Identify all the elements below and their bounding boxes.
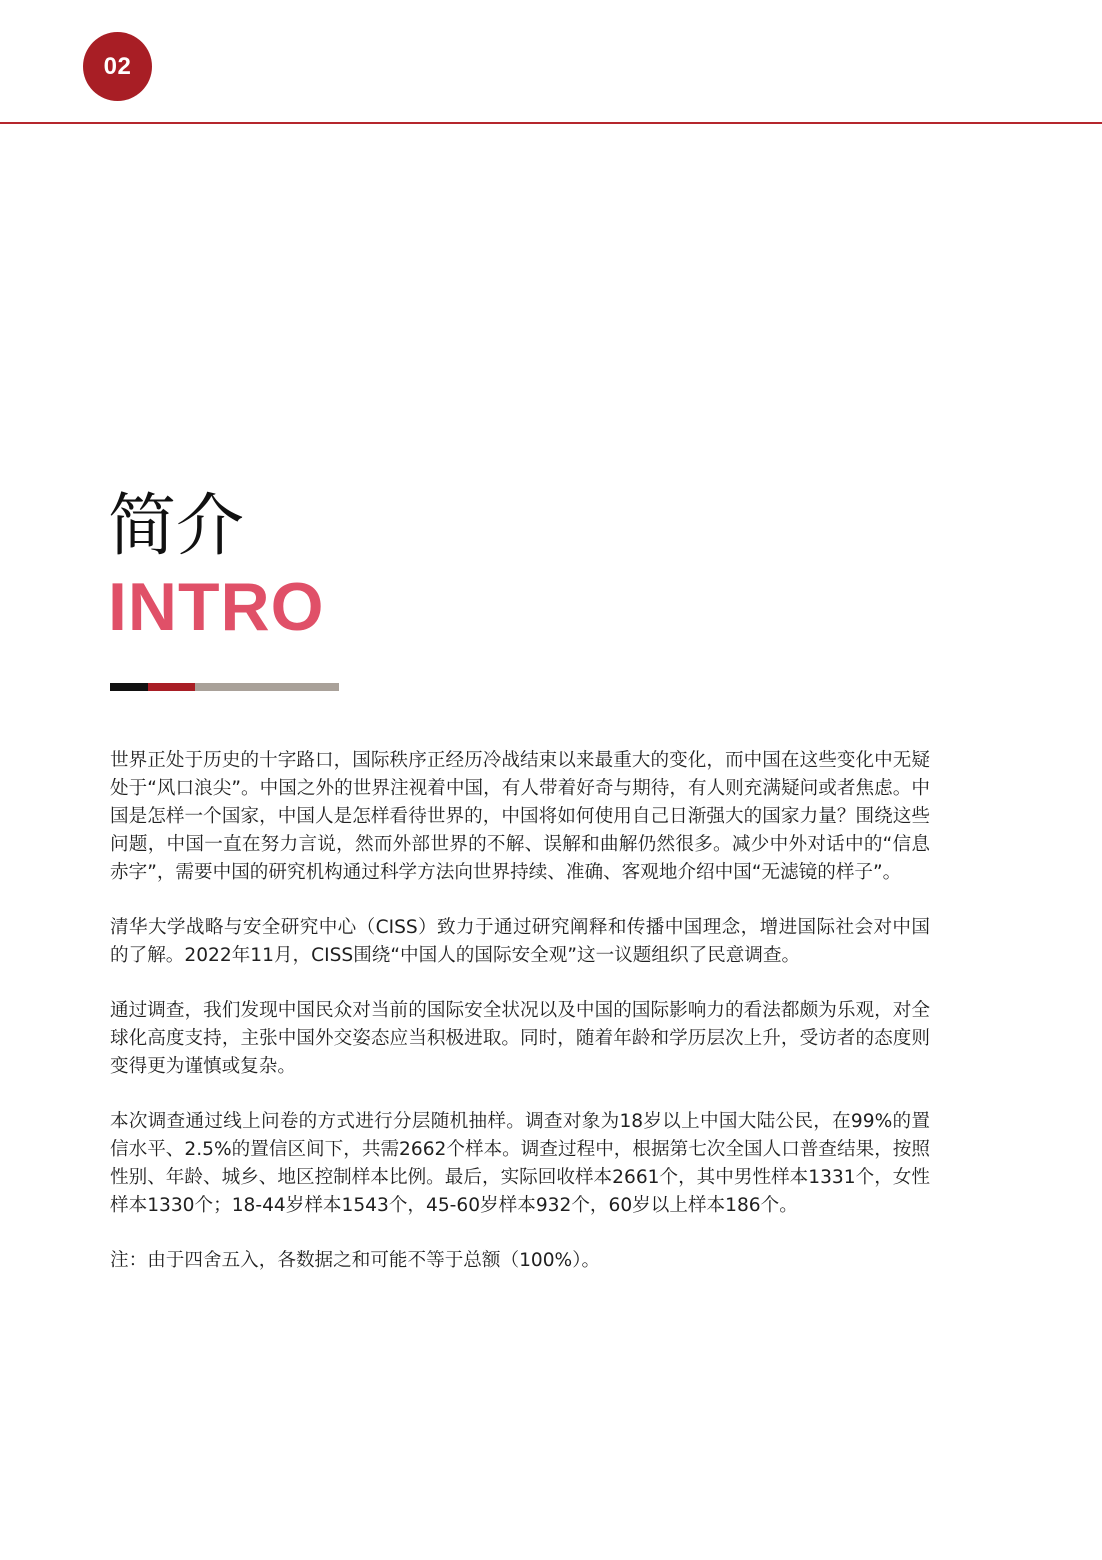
intro-body — [110, 747, 930, 1302]
section-title-chinese: 简介 — [108, 487, 245, 566]
accent-segment-black — [110, 683, 148, 691]
accent-segment-red — [148, 683, 195, 691]
accent-segment-gray — [195, 683, 339, 691]
intro-paragraph: 通过调查，我们发现中国民众对当前的国际安全状况以及中国的国际影响力的看法都颇为乐观，对全球化高度支持，主张中国外交姿态应当积极进取。同时，随着年龄和学历层次上升，受访者的态度则变得更为谨慎或复杂。 — [110, 1000, 930, 1077]
header-divider — [0, 122, 1102, 124]
intro-paragraph: 世界正处于历史的十字路口，国际秩序正经历冷战结束以来最重大的变化，而中国在这些变化中无疑处于“风口浪尖”。中国之外的世界注视着中国，有人带着好奇与期待，有人则充满疑问或者焦虑。中国是怎样一个国家，中国人是怎样看待世界的，中国将如何使用自己日渐强大的国家力量？围绕这些问题，中国一直在努力言说，然而外部世界的不解、误解和曲解仍然很多。减少中外对话中的“信息赤字”，需要中国的研究机构通过科学方法向世界持续、准确、客观地介绍中国“无滤镜的样子”。 — [110, 750, 930, 883]
page-number: 02 — [103, 52, 132, 80]
intro-paragraph: 本次调查通过线上问卷的方式进行分层随机抽样。调查对象为18岁以上中国大陆公民，在99%的置信水平、2.5%的置信区间下，共需2662个样本。调查过程中，根据第七次全国人口普查结果，按照性别、年龄、城乡、地区控制样本比例。最后，实际回收样本2661个，其中男性样本1331个，女性样本1330个；18-44岁样本1543个，45-60岁样本932个，60岁以上样本186个。 — [110, 1111, 930, 1216]
rounding-note: 注：由于四舍五入，各数据之和可能不等于总额（100%）。 — [110, 1250, 601, 1271]
title-accent-bar — [110, 683, 339, 691]
intro-paragraph: 清华大学战略与安全研究中心（CISS）致力于通过研究阐释和传播中国理念，增进国际社会对中国的了解。2022年11月，CISS围绕“中国人的国际安全观”这一议题组织了民意调查。 — [110, 917, 930, 966]
section-title-english: INTRO — [108, 569, 325, 645]
page-number-badge — [83, 32, 152, 101]
